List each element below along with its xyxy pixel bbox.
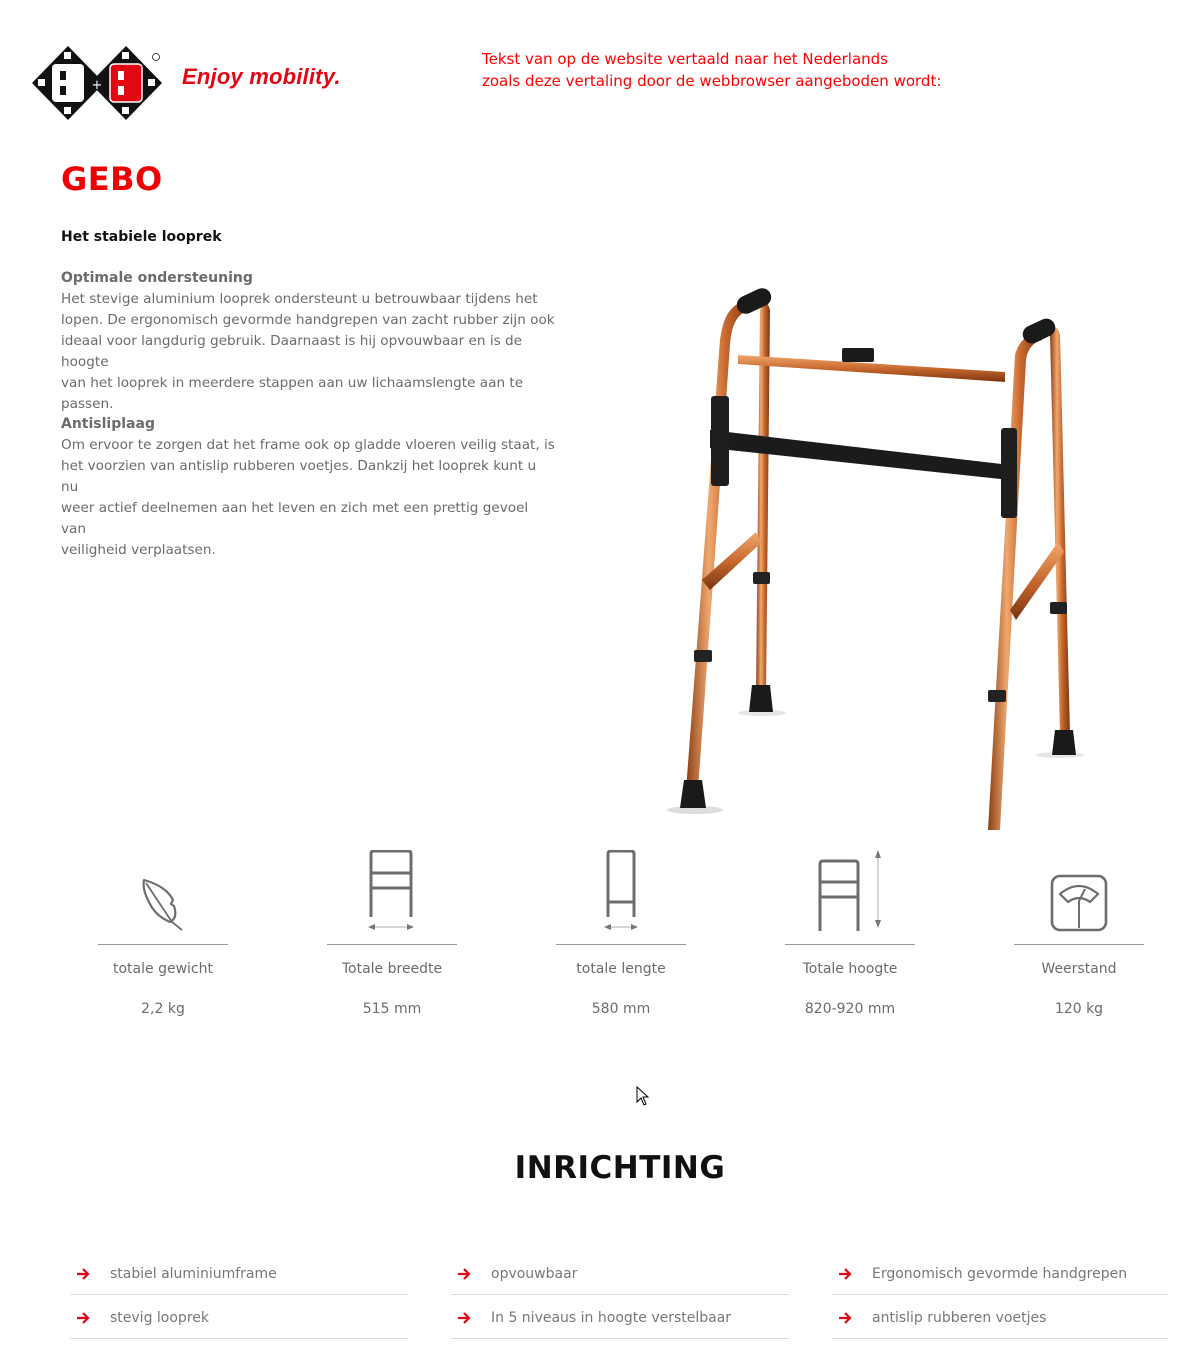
arrow-right-icon xyxy=(457,1268,471,1280)
frame-width-icon xyxy=(366,850,418,932)
section-heading: Optimale ondersteuning xyxy=(61,270,253,286)
features-column xyxy=(832,1252,1168,1339)
spec-divider xyxy=(1014,944,1144,945)
arrow-right-icon xyxy=(457,1312,471,1324)
features-title: INRICHTING xyxy=(514,1150,726,1186)
mouse-cursor-icon xyxy=(636,1086,650,1108)
spec-width xyxy=(277,850,507,1017)
spec-divider xyxy=(327,944,457,945)
section-line: van het looprek in meerdere stappen aan uw lichaamslengte aan te xyxy=(61,375,524,391)
features-column xyxy=(70,1252,408,1339)
section-anti-slip xyxy=(61,414,556,561)
spec-label: Totale breedte xyxy=(341,961,443,977)
arrow-right-icon xyxy=(838,1312,852,1324)
arrow-right-icon xyxy=(838,1268,852,1280)
spec-value: 580 mm xyxy=(591,1001,651,1017)
feature-item xyxy=(832,1252,1168,1295)
spec-value: 2,2 kg xyxy=(141,1001,185,1017)
features-column xyxy=(451,1252,789,1339)
spec-weight xyxy=(48,850,278,1017)
arrow-right-icon xyxy=(76,1268,90,1280)
spec-label: Weerstand xyxy=(1041,961,1117,977)
spec-label: Totale hoogte xyxy=(802,961,898,977)
product-image xyxy=(660,280,1100,835)
feather-icon xyxy=(140,876,186,932)
section-heading: Antisliplaag xyxy=(61,416,155,432)
feature-item xyxy=(451,1252,789,1295)
spec-label: totale lengte xyxy=(576,961,666,977)
section-optimal-support xyxy=(61,268,556,415)
feature-item xyxy=(832,1295,1168,1339)
arrow-right-icon xyxy=(76,1312,90,1324)
brand-logo[interactable] xyxy=(30,44,170,122)
spec-length xyxy=(506,850,736,1017)
feature-item xyxy=(70,1295,408,1339)
frame-height-icon xyxy=(814,850,886,932)
frame-length-icon xyxy=(601,850,641,932)
section-line: ideaal voor langdurig gebruik. Daarnaast is hij opvouwbaar en is de hoogte xyxy=(61,333,523,370)
notice-line: Tekst van op de website vertaald naar het Nederlands xyxy=(482,50,888,68)
spec-value: 515 mm xyxy=(362,1001,422,1017)
walker-illustration xyxy=(660,280,1100,835)
spec-label: totale gewicht xyxy=(113,961,213,977)
feature-text: antislip rubberen voetjes xyxy=(872,1309,1047,1326)
feature-text: stevig looprek xyxy=(110,1309,209,1326)
feature-text: In 5 niveaus in hoogte verstelbaar xyxy=(491,1309,732,1326)
translation-notice xyxy=(482,48,941,92)
product-title: GEBO xyxy=(61,160,163,198)
bb-logo-icon xyxy=(30,44,170,122)
spec-value: 120 kg xyxy=(1054,1001,1104,1017)
feature-text: opvouwbaar xyxy=(491,1266,578,1282)
section-line: weer actief deelnemen aan het leven en zich met een prettig gevoel van xyxy=(61,500,529,537)
product-subtitle: Het stabiele looprek xyxy=(61,229,222,245)
brand-tagline: Enjoy mobility. xyxy=(182,64,341,89)
scale-icon xyxy=(1050,874,1108,932)
feature-item xyxy=(70,1252,408,1295)
spec-height xyxy=(735,850,965,1017)
spec-value: 820-920 mm xyxy=(804,1001,896,1017)
svg-text:+: + xyxy=(91,78,103,93)
spec-divider xyxy=(556,944,686,945)
feature-item xyxy=(451,1295,789,1339)
section-line: Om ervoor te zorgen dat het frame ook op gladde vloeren veilig staat, is xyxy=(61,437,555,453)
section-line: passen. xyxy=(61,396,114,412)
section-line: veiligheid verplaatsen. xyxy=(61,542,216,558)
spec-row xyxy=(48,850,1158,1030)
spec-capacity xyxy=(964,850,1194,1017)
feature-text: stabiel aluminiumframe xyxy=(110,1266,277,1282)
spec-divider xyxy=(785,944,915,945)
section-line: lopen. De ergonomisch gevormde handgrepen van zacht rubber zijn ook xyxy=(61,312,555,328)
section-line: Het stevige aluminium looprek ondersteunt u betrouwbaar tijdens het xyxy=(61,291,538,307)
notice-line: zoals deze vertaling door de webbrowser aangeboden wordt: xyxy=(482,72,942,90)
section-line: het voorzien van antislip rubberen voetjes. Dankzij het looprek kunt u nu xyxy=(61,458,537,495)
feature-text: Ergonomisch gevormde handgrepen xyxy=(872,1266,1128,1282)
spec-divider xyxy=(98,944,228,945)
